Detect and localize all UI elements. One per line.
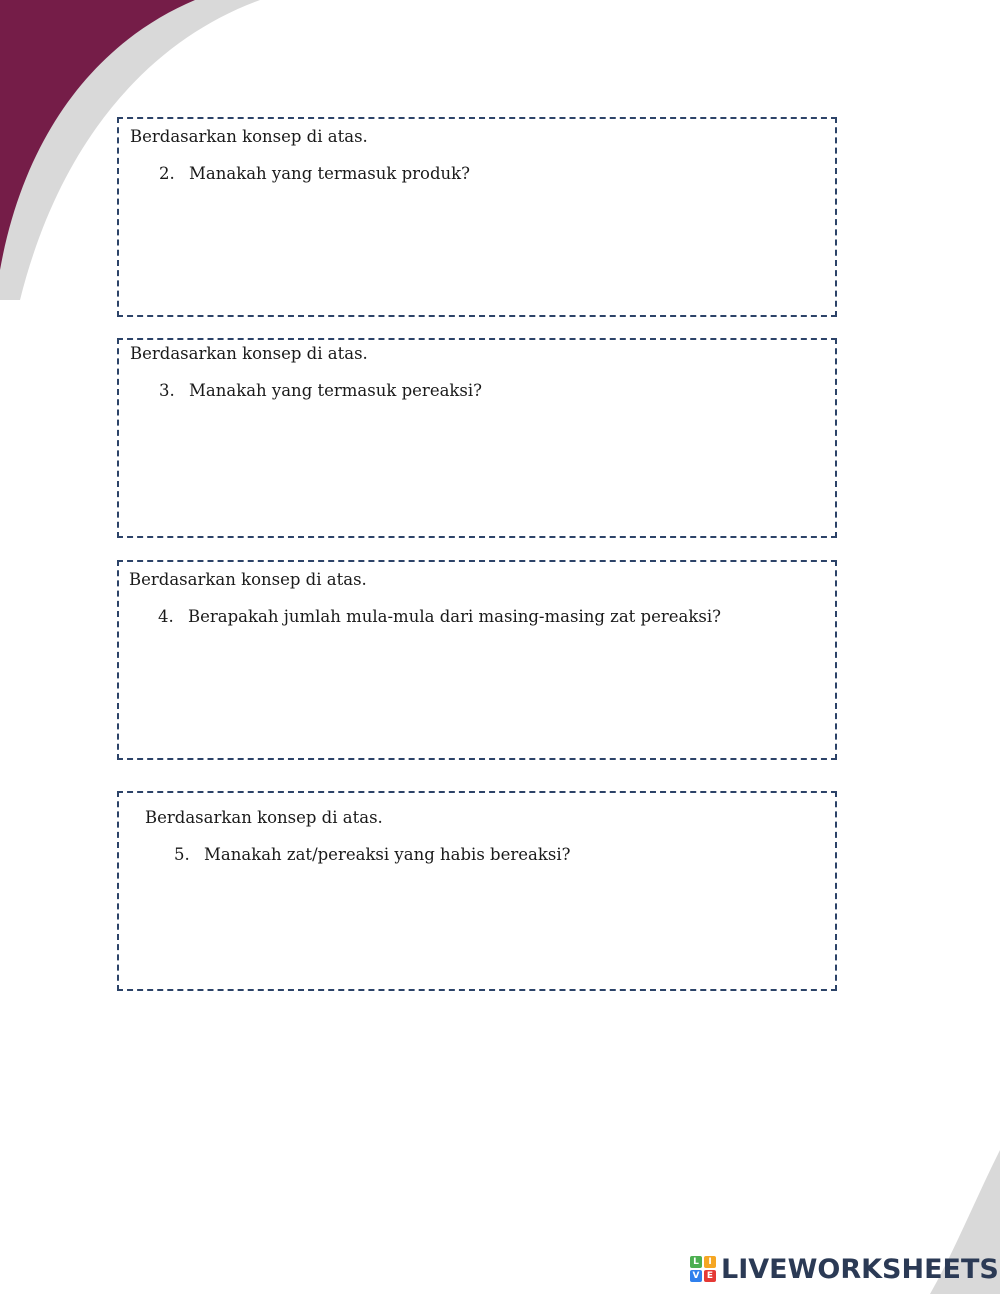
- question-box-2: [117, 117, 837, 317]
- question-intro: Berdasarkan konsep di atas.: [145, 808, 383, 827]
- question-text: Manakah yang termasuk pereaksi?: [189, 381, 483, 400]
- logo-letter-e: E: [704, 1270, 716, 1282]
- question-text: Berapakah jumlah mula-mula dari masing-masing zat pereaksi?: [188, 607, 721, 626]
- question-intro: Berdasarkan konsep di atas.: [130, 127, 368, 146]
- logo-letter-l: L: [690, 1256, 702, 1268]
- question-text: Manakah yang termasuk produk?: [189, 164, 471, 183]
- logo-text: LIVEWORKSHEETS: [721, 1253, 999, 1285]
- question-number: 5.: [174, 845, 190, 864]
- question-number: 4.: [158, 607, 174, 626]
- question-box-4: [117, 560, 837, 760]
- question-item: [158, 607, 721, 626]
- question-text: Manakah zat/pereaksi yang habis bereaksi?: [204, 845, 571, 864]
- question-box-3: [117, 338, 837, 538]
- question-number: 3.: [159, 381, 175, 400]
- question-number: 2.: [159, 164, 175, 183]
- question-item: [159, 381, 482, 400]
- question-box-5: [117, 791, 837, 991]
- liveworksheets-logo: [690, 1252, 999, 1286]
- question-intro: Berdasarkan konsep di atas.: [129, 570, 367, 589]
- logo-letter-v: V: [690, 1270, 702, 1282]
- question-intro: Berdasarkan konsep di atas.: [130, 344, 368, 363]
- liveworksheets-logo-icon: [690, 1256, 716, 1282]
- question-item: [159, 164, 470, 183]
- question-item: [174, 845, 570, 864]
- logo-letter-i: I: [704, 1256, 716, 1268]
